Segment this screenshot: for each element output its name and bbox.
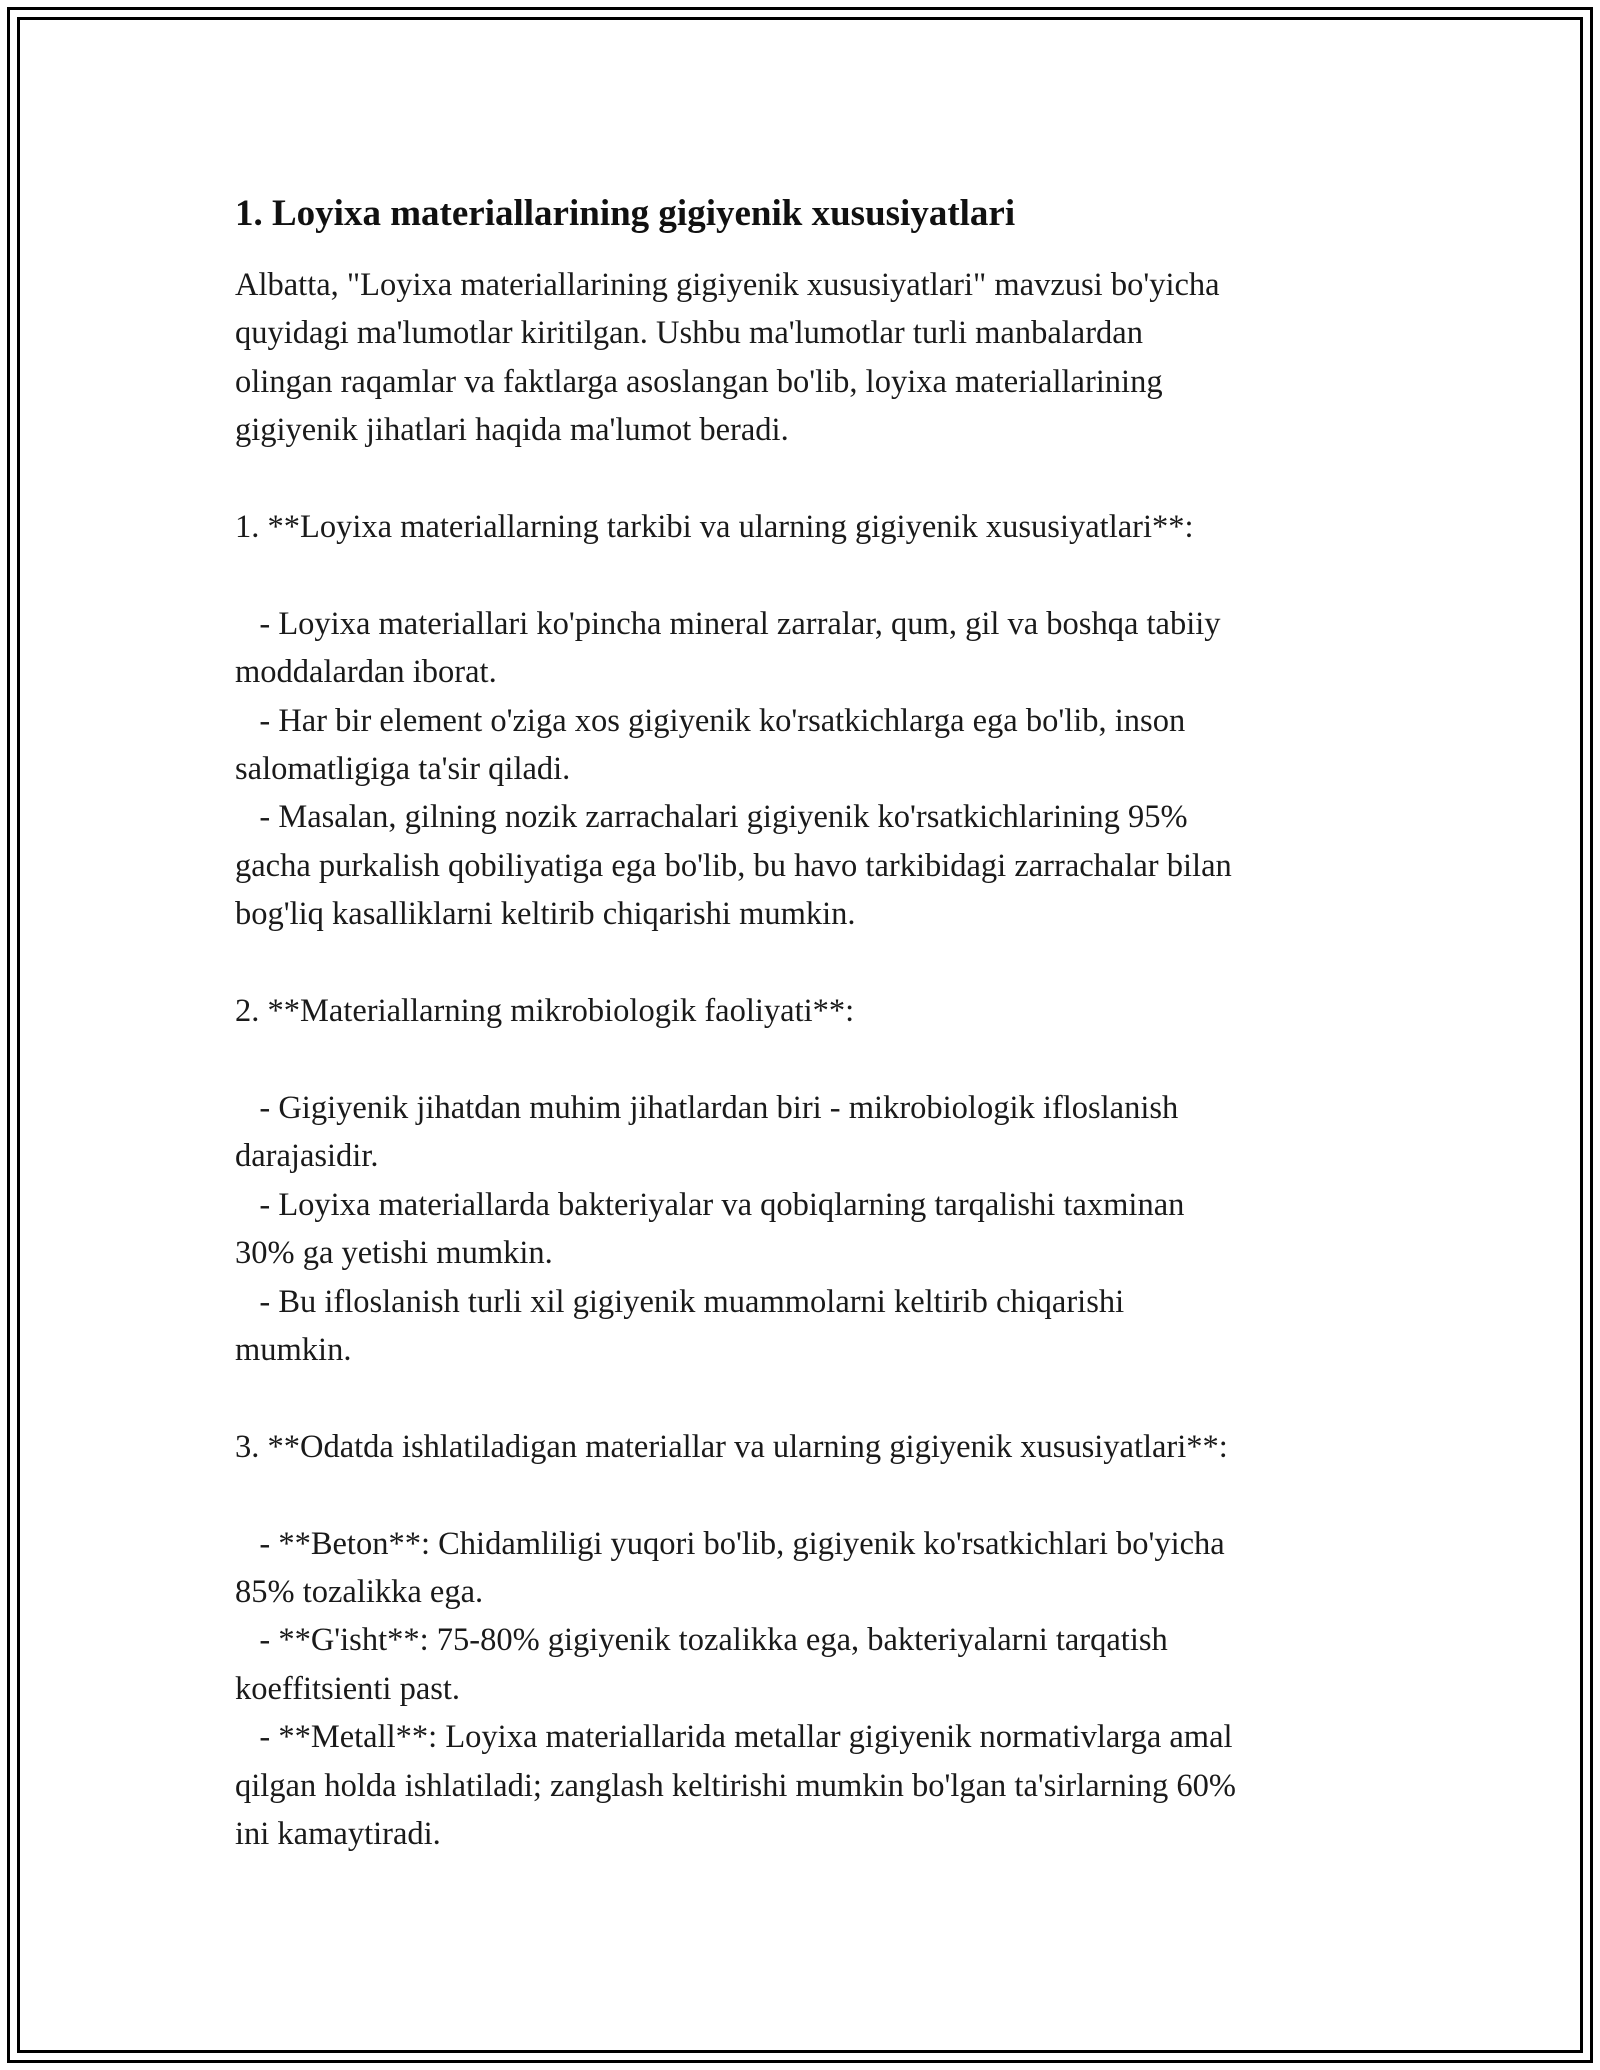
document-content	[235, 187, 1380, 1858]
document-body: Albatta, "Loyixa materiallarining gigiyenik xususiyatlari" mavzusi bo'yicha quyidagi ma'lumotlar kiritilgan. Ushbu ma'lumotlar turli manbalardan olingan raqamlar va faktlarga asoslangan bo'lib, loyixa materiallarining gigiyenik jihatlari haqida ma'lumot beradi. 1. **Loyixa materiallarning tarkibi va ularning gigiyenik xususiyatlari**: - Loyixa materiallari ko'pincha mineral zarralar, qum, gil va boshqa tabiiy moddalardan iborat. - Har bir element o'ziga xos gigiyenik ko'rsatkichlarga ega bo'lib, inson salomatligiga ta'sir qiladi. - Masalan, gilning nozik zarrachalari gigiyenik ko'rsatkichlarining 95% gacha purkalish qobiliyatiga ega bo'lib, bu havo tarkibidagi zarrachalar bilan bog'liq kasalliklarni keltirib chiqarishi mumkin. 2. **Materiallarning mikrobiologik faoliyati**: - Gigiyenik jihatdan muhim jihatlardan biri - mikrobiologik ifloslanish darajasidir. - Loyixa materiallarda bakteriyalar va qobiqlarning tarqalishi taxminan 30% ga yetishi mumkin. - Bu ifloslanish turli xil gigiyenik muammolarni keltirib chiqarishi mumkin. 3. **Odatda ishlatiladigan materiallar va ularning gigiyenik xususiyatlari**: - **Beton**: Chidamliligi yuqori bo'lib, gigiyenik ko'rsatkichlari bo'yicha 85% tozalikka ega. - **G'isht**: 75-80% gigiyenik tozalikka ega, bakteriyalarni tarqatish koeffitsienti past. - **Metall**: Loyixa materiallarida metallar gigiyenik normativlarga amal qilgan holda ishlatiladi; zanglash keltirishi mumkin bo'lgan ta'sirlarning 60% ini kamaytiradi.	[235, 267, 1236, 1852]
document-title: 1. Loyixa materiallarining gigiyenik xususiyatlari	[235, 193, 1016, 234]
